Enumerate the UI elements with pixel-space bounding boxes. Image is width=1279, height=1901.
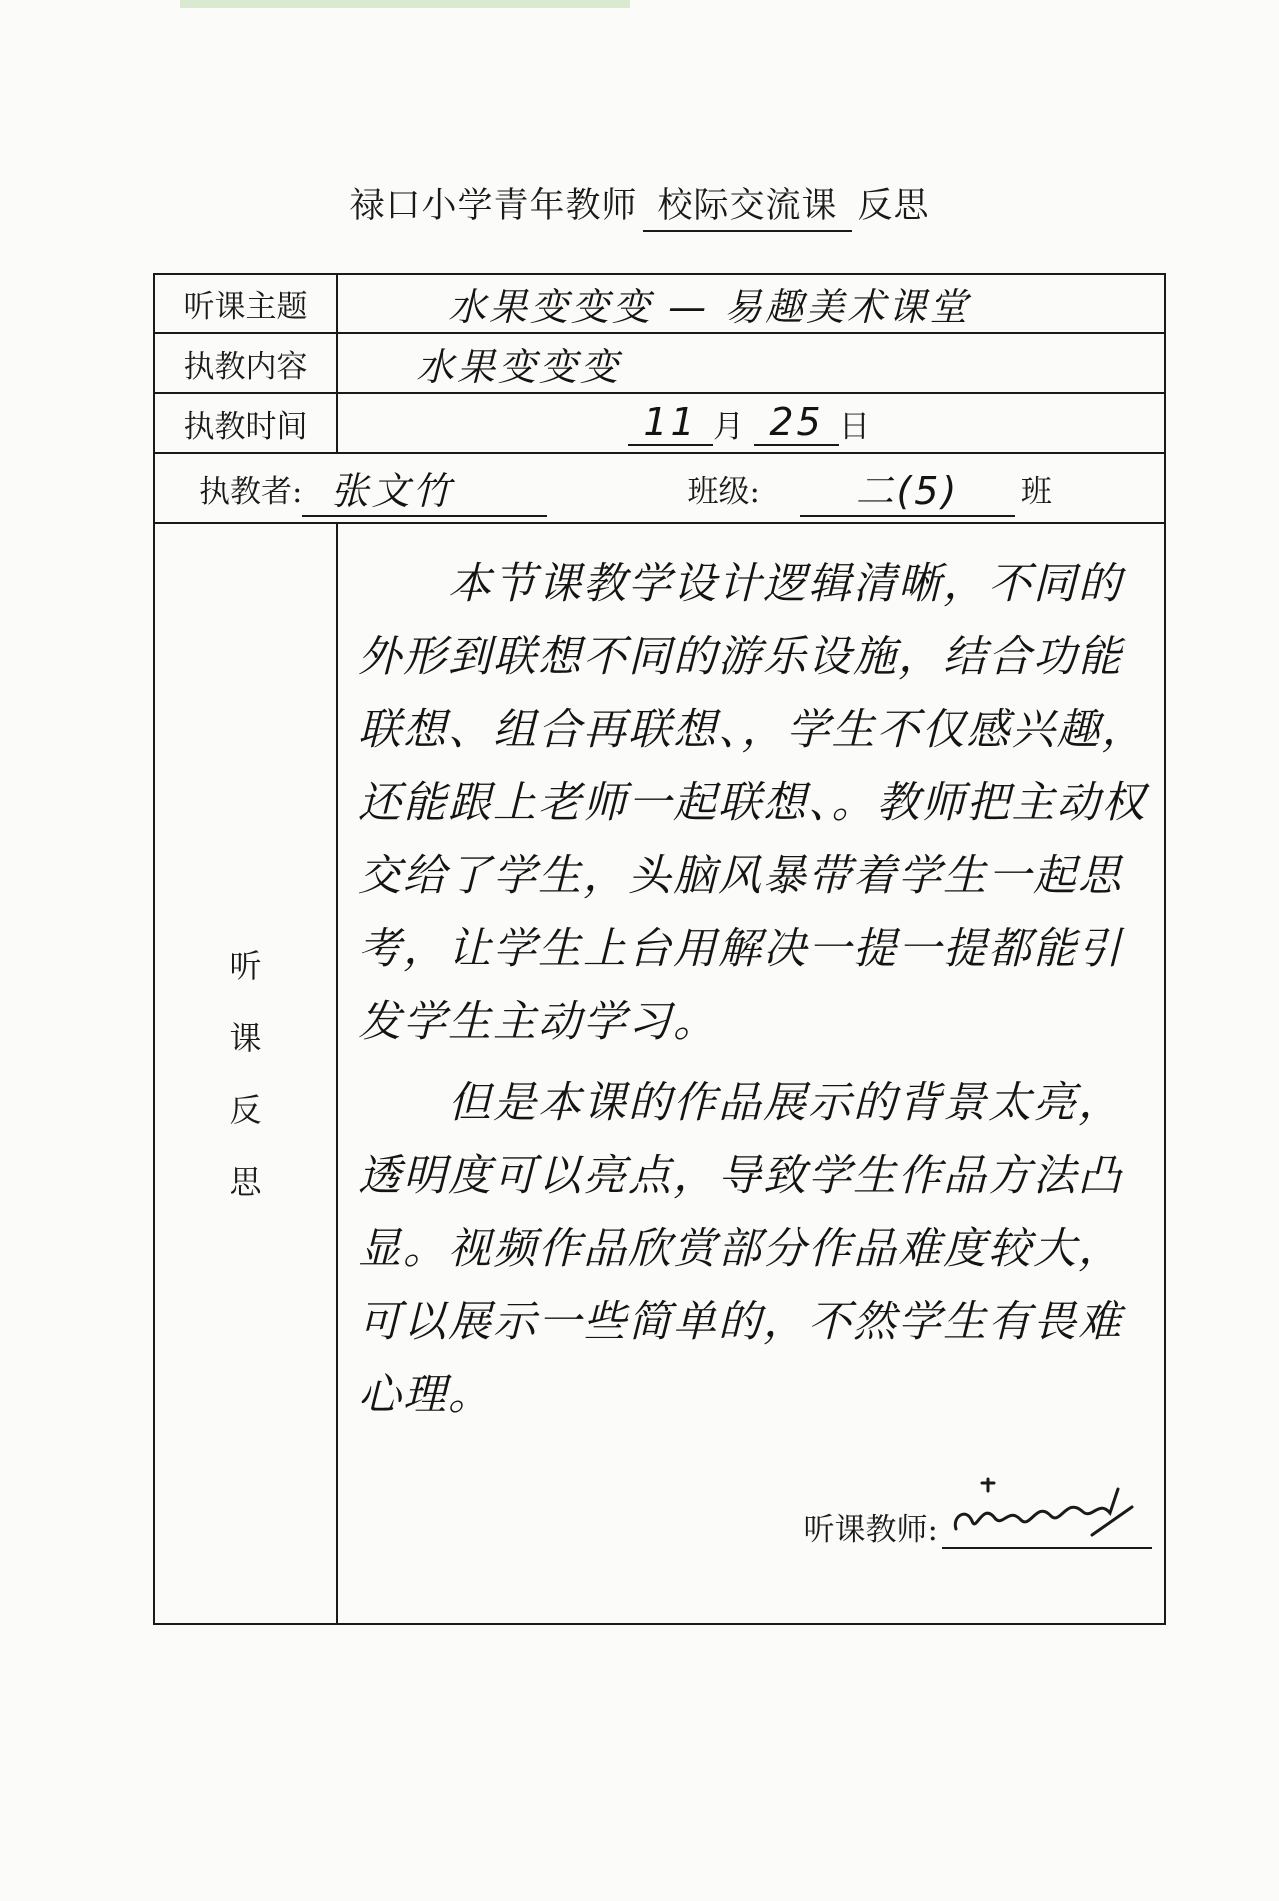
time-row bbox=[155, 394, 1164, 454]
reflection-paragraph-1: 本节课教学设计逻辑清晰，不同的外形到联想不同的游乐设施，结合功能联想、组合再联想、，学生不仅感兴趣，还能跟上老师一起联想、。教师把主动权交给了学生，头脑风暴带着学生一起思考，让学生上台用解决一提一提都能引发学生主动学习。 bbox=[358, 559, 1147, 1047]
title-fill-blank: 校际交流课 bbox=[643, 178, 851, 232]
reflection-label bbox=[155, 524, 338, 1623]
class-unit: 班 bbox=[1020, 473, 1052, 510]
time-cell bbox=[338, 394, 1164, 452]
reflection-label-char-2: 课 bbox=[229, 1018, 262, 1057]
reflection-form bbox=[153, 273, 1166, 1625]
teacher-value: 张文竹 bbox=[302, 460, 547, 517]
listener-label: 听课教师: bbox=[803, 1512, 938, 1548]
topic-cell bbox=[338, 275, 1164, 332]
content-value: 水果变变变 bbox=[416, 344, 622, 389]
handwritten-signature-icon bbox=[942, 1477, 1152, 1547]
month-unit: 月 bbox=[713, 408, 744, 445]
time-label: 执教时间 bbox=[155, 394, 338, 452]
month-value: 11 bbox=[628, 400, 713, 446]
topic-label: 听课主题 bbox=[155, 275, 338, 332]
teacher-class-row bbox=[155, 454, 1164, 524]
title-prefix: 禄口小学青年教师 bbox=[349, 186, 638, 226]
listener-signature bbox=[942, 1477, 1152, 1549]
listener-signature-line bbox=[804, 1477, 1152, 1549]
title-suffix: 反思 bbox=[857, 186, 930, 226]
class-label: 班级: bbox=[687, 473, 760, 510]
reflection-body bbox=[338, 524, 1164, 1623]
teacher-class-cell bbox=[155, 454, 1164, 522]
reflection-label-char-3: 反 bbox=[229, 1090, 262, 1129]
reflection-label-char-4: 思 bbox=[229, 1162, 262, 1201]
topic-row bbox=[155, 275, 1164, 334]
top-edge-strip bbox=[180, 0, 630, 8]
class-value: 二(5) bbox=[800, 460, 1015, 517]
day-unit: 日 bbox=[839, 408, 870, 445]
day-value: 25 bbox=[754, 400, 839, 446]
reflection-label-char-1: 听 bbox=[229, 946, 262, 985]
reflection-paragraph-2: 但是本课的作品展示的背景太亮，透明度可以亮点，导致学生作品方法凸显。视频作品欣赏部分作品难度较大，可以展示一些简单的，不然学生有畏难心理。 bbox=[358, 1078, 1123, 1420]
reflection-row bbox=[155, 524, 1164, 1623]
topic-value: 水果变变变 — 易趣美术课堂 bbox=[448, 285, 971, 329]
page-title bbox=[0, 178, 1279, 232]
content-label: 执教内容 bbox=[155, 334, 338, 392]
content-cell bbox=[338, 334, 1164, 392]
teacher-label: 执教者: bbox=[199, 473, 303, 510]
content-row bbox=[155, 334, 1164, 394]
